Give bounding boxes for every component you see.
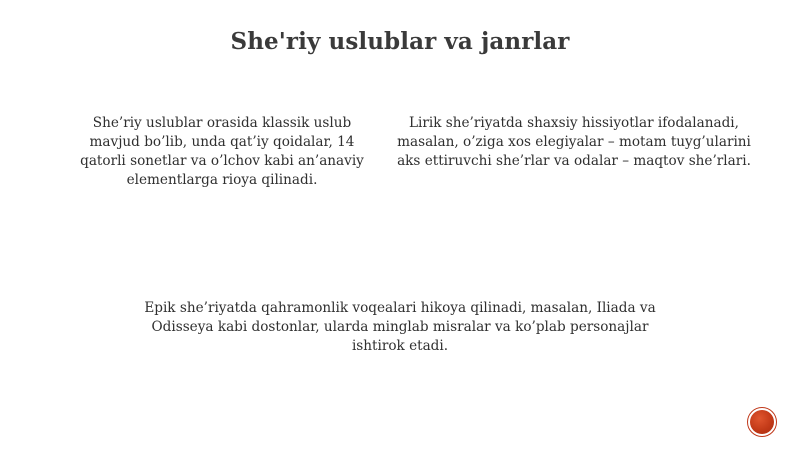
epic-poetry-paragraph: Epik she’riyatda qahramonlik voqealari hikoya qilinadi, masalan, Iliada va Odisseya kabi dostonlar, ularda minglab misralar va ko’plab personajlar ishtirok etadi. <box>144 300 656 354</box>
slide-nav-button[interactable] <box>747 407 777 437</box>
classic-style-paragraph: She’riy uslublar orasida klassik uslub mavjud bo’lib, unda qat’iy qoidalar, 14 qatorli sonetlar va o’lchov kabi an’anaviy elementlarga rioya qilinadi. <box>80 115 364 188</box>
slide-title: She'riy uslublar va janrlar <box>230 28 570 55</box>
lyric-poetry-paragraph: Lirik she’riyatda shaxsiy hissiyotlar ifodalanadi, masalan, o’ziga xos elegiyalar – motam tuyg’ularini aks ettiruvchi she’rlar va odalar – maqtov she’rlari. <box>397 115 751 169</box>
circle-button-icon <box>750 410 774 434</box>
